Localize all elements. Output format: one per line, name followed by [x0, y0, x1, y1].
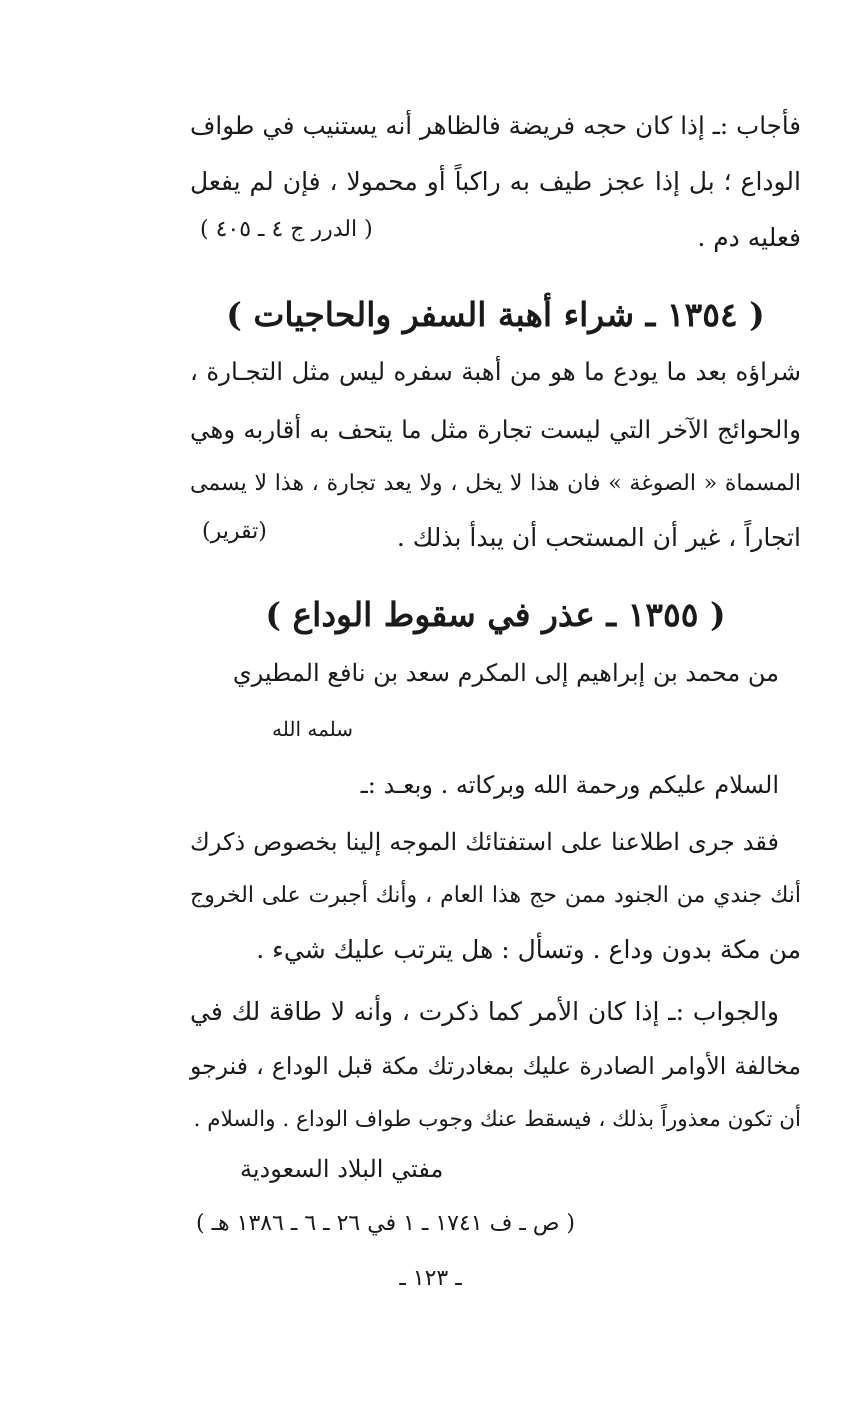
body-text-line: المسماة « الصوغة » فان هذا لا يخل ، ولا يعد تجارة ، هذا لا يسمى: [190, 471, 801, 496]
body-text-line: مخالفة الأوامر الصادرة عليك بمغادرتك مكة قبل الوداع ، فنرجو: [190, 1052, 801, 1080]
body-text-line: من مكة بدون وداع . وتسأل : هل يترتب عليك شيء .: [256, 935, 801, 964]
body-text-line: أن تكون معذوراً بذلك ، فيسقط عنك وجوب طواف الوداع . والسلام .: [193, 1107, 801, 1132]
letter-salutation: سلمه الله: [272, 717, 354, 741]
body-text-line: والحوائج الآخر التي ليست تجارة مثل ما يتحف به أقاربه وهي: [190, 415, 801, 444]
section-heading: ( ١٣٥٥ ـ عذر في سقوط الوداع ): [265, 595, 726, 634]
letter-from-line: من محمد بن إبراهيم إلى المكرم سعد بن نافع المطيري: [232, 659, 779, 687]
page-number: ـ ١٢٣ ـ: [399, 1266, 462, 1291]
body-text-line: فعليه دم .: [697, 223, 801, 252]
body-text-line: فأجاب :ـ إذا كان حجه فريضة فالظاهر أنه يستنيب في طواف: [190, 111, 801, 140]
letter-signature: مفتي البلاد السعودية: [240, 1155, 444, 1183]
source-reference: (تقرير): [202, 519, 267, 544]
body-text-line: شراؤه بعد ما يودع ما هو من أهبة سفره ليس مثل التجـارة ،: [190, 357, 801, 386]
section-heading: ( ١٣٥٤ ـ شراء أهبة السفر والحاجيات ): [226, 295, 765, 334]
body-text-line: أنك جندي من الجنود ممن حج هذا العام ، وأنك أجبرت على الخروج: [190, 883, 801, 908]
letter-greeting: السلام عليكم ورحمة الله وبركاته . وبعـد :ـ: [360, 771, 779, 799]
source-reference: ( الدرر ج ٤ ـ ٤٠٥ ): [200, 217, 373, 242]
body-text-line: فقد جرى اطلاعنا على استفتائك الموجه إلينا بخصوص ذكرك: [190, 828, 779, 856]
body-text-line: الوداع ؛ بل إذا عجز طيف به راكباً أو محمولا ، فإن لم يفعل: [190, 167, 801, 196]
body-text-line: والجواب :ـ إذا كان الأمر كما ذكرت ، وأنه لا طاقة لك في: [190, 997, 779, 1026]
source-reference: ( ص ـ ف ١٧٤١ ـ ١ في ٢٦ ـ ٦ ـ ١٣٨٦ هـ ): [196, 1211, 576, 1236]
body-text-line: اتجاراً ، غير أن المستحب أن يبدأ بذلك .: [396, 523, 801, 552]
